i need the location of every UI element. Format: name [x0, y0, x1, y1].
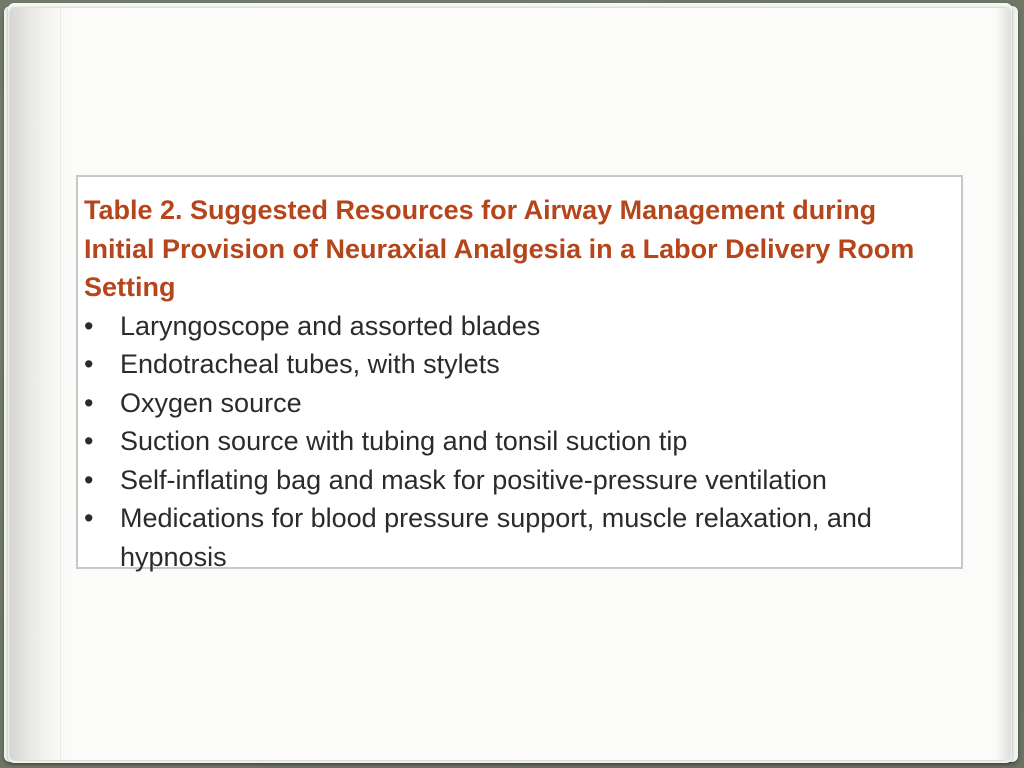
table-title: Table 2. Suggested Resources for Airway Management during Initial Provision of Neuraxial Analgesia in a Labor Delivery Room Setting — [84, 195, 915, 302]
list-item — [84, 384, 953, 423]
list-item-text: Laryngoscope and assorted blades — [120, 310, 541, 341]
list-item-text: Oxygen source — [120, 387, 302, 418]
bullet-icon: • — [84, 464, 94, 495]
bullet-icon: • — [84, 349, 94, 379]
list-item — [84, 307, 953, 346]
list-item-text: Self-inflating bag and mask for positive-pressure ventilation — [120, 464, 827, 495]
resource-list — [84, 307, 953, 577]
list-item-text: Suction source with tubing and tonsil suction tip — [120, 426, 688, 456]
page-spine-line — [60, 8, 61, 760]
list-item — [84, 345, 953, 384]
bullet-icon: • — [84, 387, 94, 418]
page-spine-shading — [10, 8, 70, 760]
page-edge-shading — [996, 8, 1010, 760]
list-item-text: Medications for blood pressure support, muscle relaxation, and hypnosis — [120, 503, 872, 572]
bullet-icon: • — [84, 426, 94, 456]
resource-table-box — [76, 175, 963, 572]
bullet-icon: • — [84, 503, 94, 533]
list-item — [84, 461, 953, 500]
list-item — [84, 422, 953, 461]
bullet-icon: • — [84, 310, 94, 341]
list-item — [84, 499, 953, 576]
list-item-text: Endotracheal tubes, with stylets — [120, 349, 500, 379]
